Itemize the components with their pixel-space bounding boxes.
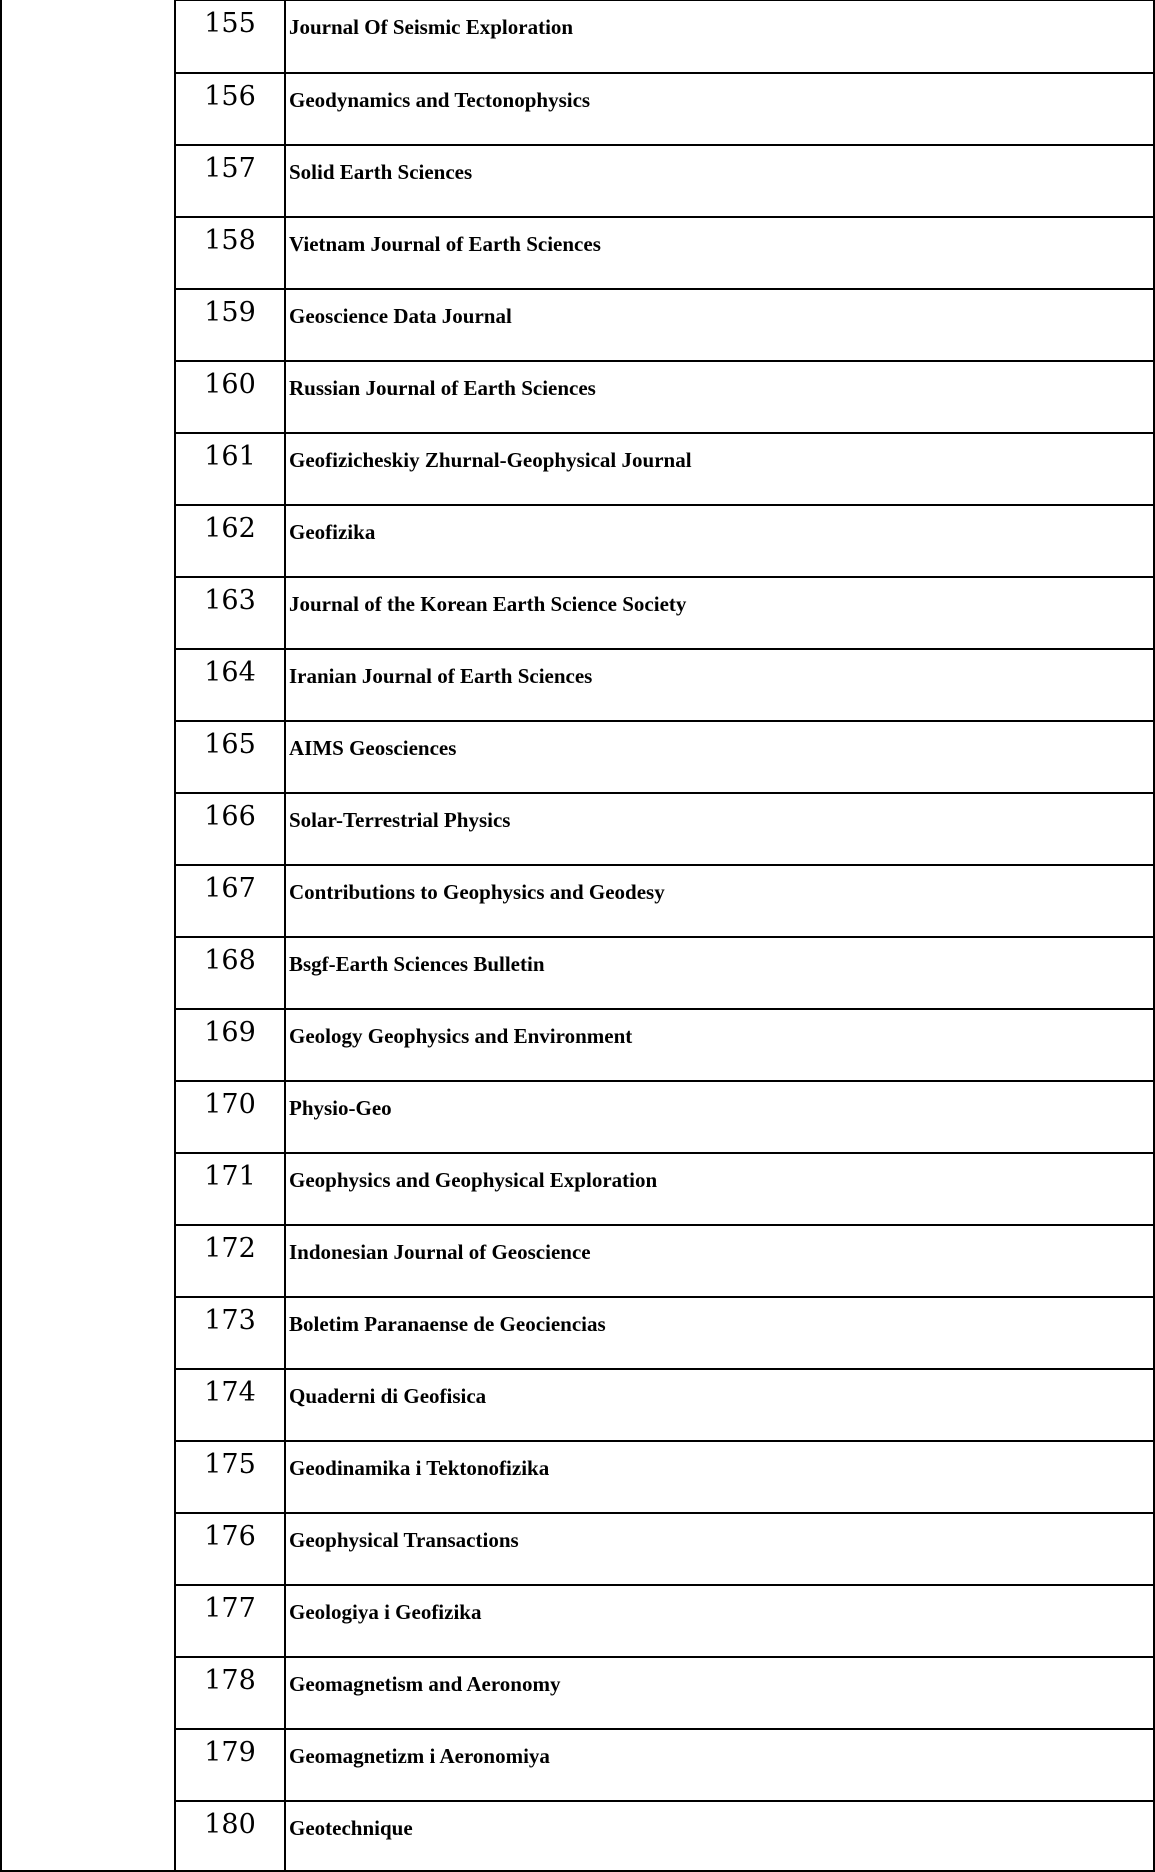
row-number: 159	[176, 290, 286, 360]
row-number: 165	[176, 722, 286, 792]
table-row	[176, 432, 1153, 504]
journal-title: Journal Of Seismic Exploration	[289, 15, 574, 39]
journal-title: Geoscience Data Journal	[289, 304, 512, 328]
journal-title: Solid Earth Sciences	[289, 160, 473, 184]
journal-title: Journal of the Korean Earth Science Society	[289, 592, 687, 616]
journal-title: Boletim Paranaense de Geociencias	[289, 1312, 606, 1336]
table-row	[176, 216, 1153, 288]
table-row	[176, 72, 1153, 144]
journal-title: Physio-Geo	[289, 1096, 392, 1120]
row-number: 164	[176, 650, 286, 720]
row-number: 169	[176, 1010, 286, 1080]
journal-title: Geophysics and Geophysical Exploration	[289, 1168, 658, 1192]
table-row	[176, 1296, 1153, 1368]
row-number: 155	[176, 1, 286, 72]
row-number: 180	[176, 1802, 286, 1872]
row-number: 161	[176, 434, 286, 504]
row-number: 162	[176, 506, 286, 576]
row-number: 158	[176, 218, 286, 288]
table-row	[176, 1800, 1153, 1872]
row-number: 175	[176, 1442, 286, 1512]
row-number: 177	[176, 1586, 286, 1656]
row-number: 160	[176, 362, 286, 432]
row-number: 157	[176, 146, 286, 216]
row-number: 166	[176, 794, 286, 864]
row-number: 178	[176, 1658, 286, 1728]
journal-title: Geomagnetizm i Aeronomiya	[289, 1744, 550, 1768]
journal-title: Contributions to Geophysics and Geodesy	[289, 880, 665, 904]
journal-title: Iranian Journal of Earth Sciences	[289, 664, 593, 688]
table-row	[176, 648, 1153, 720]
journal-title: Geofizika	[289, 520, 376, 544]
table-row	[176, 792, 1153, 864]
journal-title: Geomagnetism and Aeronomy	[289, 1672, 561, 1696]
journal-title: Indonesian Journal of Geoscience	[289, 1240, 591, 1264]
table-row	[176, 1656, 1153, 1728]
row-number: 170	[176, 1082, 286, 1152]
table-row	[176, 1008, 1153, 1080]
row-number: 173	[176, 1298, 286, 1368]
row-number: 167	[176, 866, 286, 936]
journal-title: AIMS Geosciences	[289, 736, 457, 760]
journal-title: Quaderni di Geofisica	[289, 1384, 487, 1408]
table-row	[176, 504, 1153, 576]
table-row	[176, 0, 1153, 72]
table-row	[176, 720, 1153, 792]
table-row	[176, 864, 1153, 936]
journal-title: Geophysical Transactions	[289, 1528, 519, 1552]
table-row	[176, 1512, 1153, 1584]
table-row	[176, 1224, 1153, 1296]
table-row	[176, 1728, 1153, 1800]
row-number: 176	[176, 1514, 286, 1584]
journal-title: Russian Journal of Earth Sciences	[289, 376, 596, 400]
table-row	[176, 576, 1153, 648]
row-number: 171	[176, 1154, 286, 1224]
row-number: 163	[176, 578, 286, 648]
category-column	[2, 0, 176, 1870]
table-row	[176, 936, 1153, 1008]
journal-title: Bsgf-Earth Sciences Bulletin	[289, 952, 545, 976]
journal-title: Solar-Terrestrial Physics	[289, 808, 511, 832]
journal-title: Vietnam Journal of Earth Sciences	[289, 232, 601, 256]
table-row	[176, 1584, 1153, 1656]
row-number: 172	[176, 1226, 286, 1296]
table-row	[176, 144, 1153, 216]
journal-title: Geotechnique	[289, 1816, 413, 1840]
journal-title: Geologiya i Geofizika	[289, 1600, 482, 1624]
table-row	[176, 1368, 1153, 1440]
table-row	[176, 1080, 1153, 1152]
row-number: 174	[176, 1370, 286, 1440]
journal-title: Geofizicheskiy Zhurnal-Geophysical Journal	[289, 448, 692, 472]
journal-rows	[176, 0, 1153, 1870]
table-row	[176, 1440, 1153, 1512]
journal-title: Geodynamics and Tectonophysics	[289, 88, 591, 112]
row-number: 179	[176, 1730, 286, 1800]
table-row	[176, 360, 1153, 432]
row-number: 168	[176, 938, 286, 1008]
journal-title: Geodinamika i Tektonofizika	[289, 1456, 550, 1480]
table-row	[176, 1152, 1153, 1224]
table-row	[176, 288, 1153, 360]
row-number: 156	[176, 74, 286, 144]
journal-title: Geology Geophysics and Environment	[289, 1024, 633, 1048]
